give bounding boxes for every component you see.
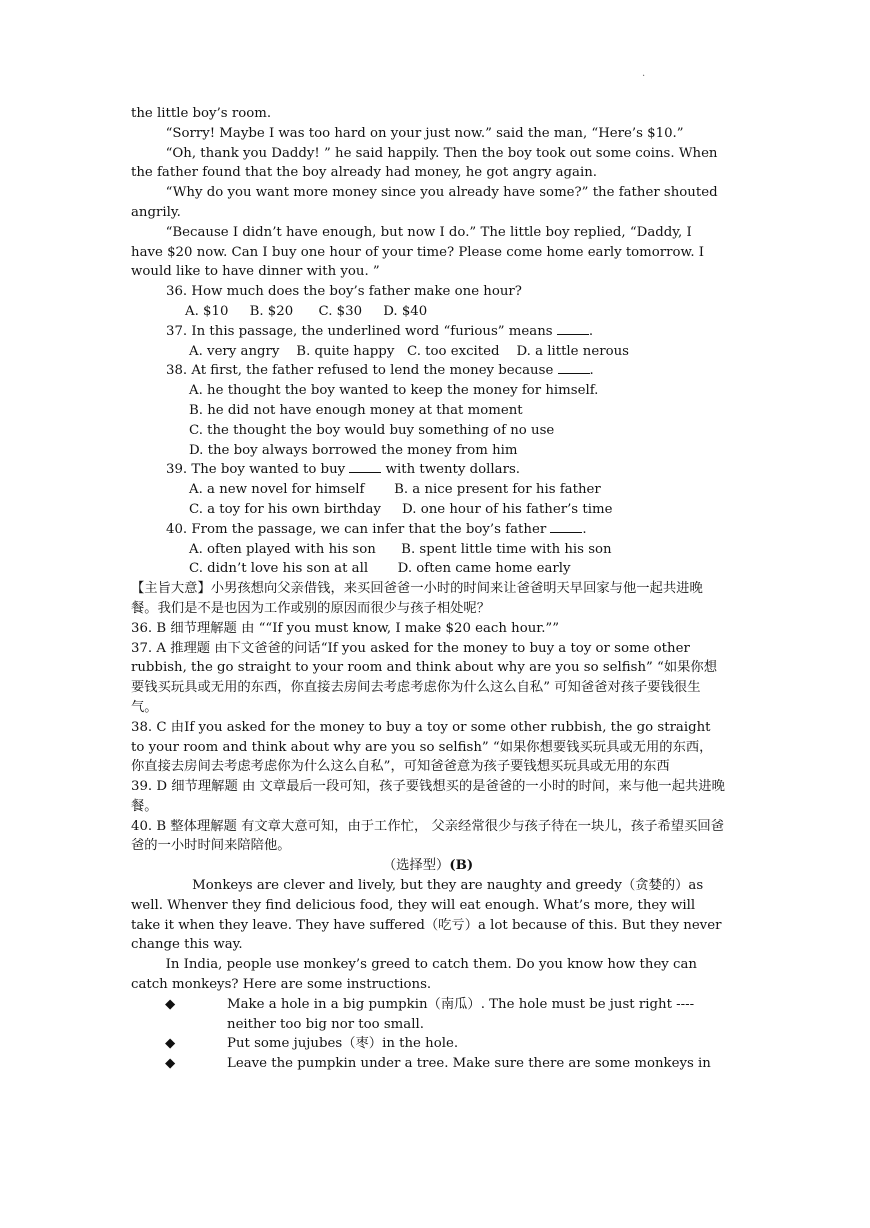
answer-blank [349,460,381,473]
header-dot: . [642,68,646,79]
instruction-item [131,1054,725,1074]
question-39-options-ab: A. a new novel for himself B. a nice present for his father [189,482,601,498]
instruction-text: Put some jujubes（枣）in the hole. [227,1036,459,1052]
story-paragraph: “Why do you want more money since you already have some?” the father shouted angrily. [131,185,718,220]
question-37 [131,322,725,342]
analysis-37: 37. A 推理题 由下文爸爸的问话“If you asked for the money to buy a toy or some other rubbish, the go straight to your room and think about why are you so selfish” “如果你想要钱买玩具或无用的东西，你直接去房间去考虑考虑你为什么这么自私” 可知爸爸对孩子要钱很生气。 [131,640,718,715]
analysis-39: 39. D 细节理解题 由 文章最后一段可知，孩子要钱想买的是爸爸的一小时的时间，来与他一起共进晚餐。 [131,779,725,814]
question-39 [131,460,725,480]
question-37-stem: 37. In this passage, the underlined word “furious” means [166,323,553,339]
diamond-bullet-icon: ◆ [165,1056,176,1072]
question-39-stem: 39. The boy wanted to buy [166,462,346,478]
question-38-option-b: B. he did not have enough money at that moment [189,402,523,418]
question-40-end: . [582,521,587,537]
analysis-summary: 【主旨大意】小男孩想向父亲借钱，来买回爸爸一小时的时间来让爸爸明天早回家与他一起共进晚餐。我们是不是也因为工作或别的原因而很少与孩子相处呢？ [131,581,703,616]
question-36-options: A. $10 B. $20 C. $30 D. $40 [185,303,428,319]
analysis-38: 38. C 由If you asked for the money to buy a toy or some other rubbish, the go straight to your room and think about why are you so selfish” “如果你想要钱买玩具或无用的东西，你直接去房间去考虑考虑你为什么这么自私”，可知爸爸意为孩子要钱想买玩具或无用的东西 [131,719,713,775]
question-36: 36. How much does the boy’s father make one hour? [166,284,522,300]
instruction-item [131,1034,725,1054]
analysis-36: 36. B 细节理解题 由 ““If you must know, I make $20 each hour.”” [131,620,560,636]
question-38-option-c: C. the thought the boy would buy something of no use [189,422,555,438]
question-39-options-cd: C. a toy for his own birthday D. one hour of his father’s time [189,501,613,517]
story-paragraph: “Oh, thank you Daddy! ” he said happily. Then the boy took out some coins. When the father found that the boy already had money, he got angry again. [131,145,718,181]
question-40-stem: 40. From the passage, we can infer that the boy’s father [166,521,547,537]
question-37-options: A. very angry B. quite happy C. too excited D. a little nerous [189,343,629,359]
instruction-item [131,995,725,1035]
passage-b-paragraph: In India, people use monkey’s greed to catch them. Do you know how they can catch monkeys? Here are some instructions. [131,957,697,993]
answer-blank [557,322,589,335]
question-40 [131,520,725,540]
instruction-text: Leave the pumpkin under a tree. Make sure there are some monkeys in [227,1056,711,1072]
story-paragraph: “Sorry! Maybe I was too hard on your just now.” said the man, “Here’s $10.” [165,125,684,141]
question-38-option-d: D. the boy always borrowed the money from him [189,442,518,458]
section-heading [131,856,725,876]
instruction-text: Make a hole in a big pumpkin（南瓜）. The hole must be just right ----neither too big nor too small. [227,996,695,1032]
question-40-options-ab: A. often played with his son B. spent little time with his son [189,541,612,557]
analysis-40: 40. B 整体理解题 有文章大意可知，由于工作忙， 父亲经常很少与孩子待在一块儿，孩子希望买回爸爸的一小时时间来陪陪他。 [131,818,724,854]
question-37-end: . [588,323,594,339]
diamond-bullet-icon: ◆ [165,996,176,1012]
question-40-options-cd: C. didn’t love his son at all D. often came home early [189,561,571,577]
diamond-bullet-icon: ◆ [165,1036,176,1052]
story-paragraph: “Because I didn’t have enough, but now I do.” The little boy replied, “Daddy, I have $20 now. Can I buy one hour of your time? Please come home early tomorrow. I would like to have dinner with you. ” [131,224,705,280]
question-38 [131,361,725,381]
question-39-end: with twenty dollars. [385,462,520,478]
question-38-end: . [589,363,594,379]
answer-blank [558,361,590,374]
passage-b-paragraph: Monkeys are clever and lively, but they are naughty and greedy（贪婪的）as well. Whenver they find delicious food, they will eat enough. What’s more, they will take it when they leave. They have suffered（吃亏）a lot because of this. But they never change this way. [131,878,722,953]
story-line: the little boy’s room. [131,106,272,121]
document-body [131,104,725,1074]
question-38-stem: 38. At first, the father refused to lend the money because [166,363,554,379]
question-38-option-a: A. he thought the boy wanted to keep the money for himself. [189,383,599,399]
section-mark: (B) [449,858,474,874]
answer-blank [550,520,582,533]
section-title: （选择型） [382,858,450,874]
